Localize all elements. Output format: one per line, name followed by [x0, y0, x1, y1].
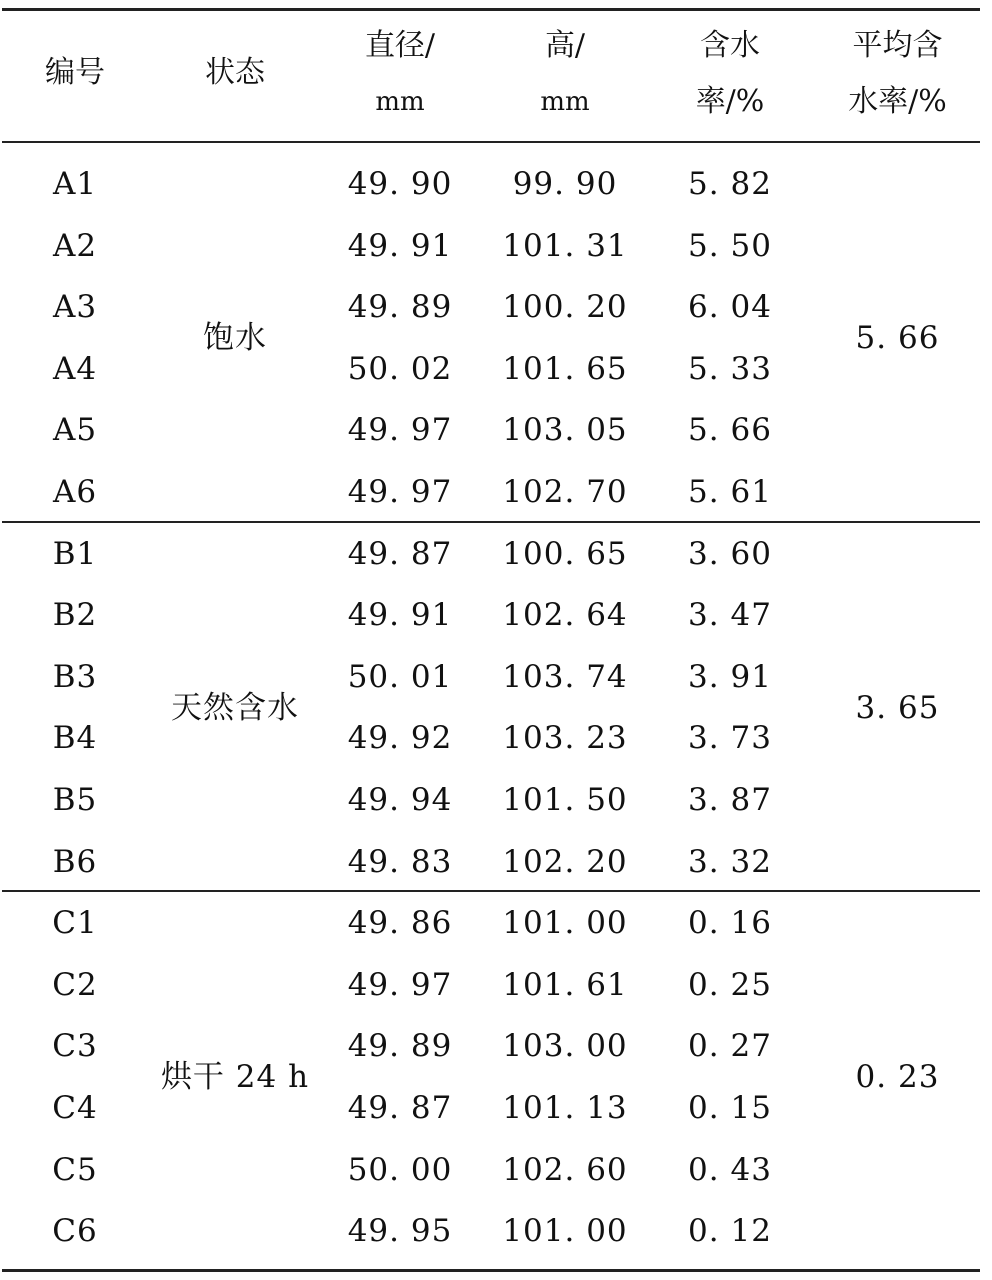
height-value: 101. 00	[502, 1213, 628, 1249]
header-state: 状态	[205, 55, 265, 90]
diameter-value: 49. 89	[347, 1028, 453, 1064]
table-top-rule	[2, 8, 980, 11]
height-value: 102. 20	[502, 844, 628, 880]
group-divider-1	[2, 521, 980, 523]
table-bottom-rule	[2, 1269, 980, 1272]
sample-id: C1	[52, 905, 98, 941]
height-value: 102. 70	[502, 474, 628, 510]
sample-id: C5	[52, 1152, 98, 1188]
water-content-value: 3. 91	[688, 659, 772, 695]
diameter-value: 50. 02	[347, 351, 453, 387]
water-content-value: 5. 61	[688, 474, 772, 510]
diameter-value: 49. 90	[347, 166, 453, 202]
diameter-value: 49. 97	[347, 474, 453, 510]
diameter-value: 50. 01	[347, 659, 453, 695]
sample-id: A3	[52, 289, 98, 325]
sample-id: C4	[52, 1090, 98, 1126]
height-value: 102. 60	[502, 1152, 628, 1188]
height-value: 100. 20	[502, 289, 628, 325]
water-content-value: 5. 33	[688, 351, 772, 387]
water-content-value: 0. 43	[688, 1152, 772, 1188]
water-content-value: 3. 60	[688, 536, 772, 572]
diameter-value: 49. 95	[347, 1213, 453, 1249]
diameter-value: 49. 91	[347, 228, 453, 264]
height-value: 99. 90	[512, 166, 618, 202]
height-value: 101. 31	[502, 228, 628, 264]
group-state: 天然含水	[171, 690, 299, 726]
water-content-value: 3. 73	[688, 720, 772, 756]
water-content-value: 0. 25	[688, 967, 772, 1003]
header-average-water-content	[815, 18, 980, 130]
height-value: 103. 23	[502, 720, 628, 756]
sample-id: B3	[52, 659, 98, 695]
water-content-value: 0. 12	[688, 1213, 772, 1249]
group-average-water-content: 0. 23	[855, 1059, 940, 1095]
header-avg-line2: 水率/%	[848, 84, 947, 119]
sample-id: A4	[52, 351, 98, 387]
water-content-value: 5. 82	[688, 166, 772, 202]
sample-id: B4	[52, 720, 98, 756]
height-value: 101. 13	[502, 1090, 628, 1126]
height-value: 100. 65	[502, 536, 628, 572]
sample-id: A1	[52, 166, 98, 202]
diameter-value: 49. 97	[347, 967, 453, 1003]
sample-id: A6	[52, 474, 98, 510]
group-average-water-content: 3. 65	[855, 690, 940, 726]
sample-id: B2	[52, 597, 98, 633]
height-value: 101. 61	[502, 967, 628, 1003]
header-height-unit: mm	[540, 87, 590, 117]
header-water-line2: 率/%	[695, 84, 765, 119]
sample-id: B1	[52, 536, 98, 572]
water-content-value: 3. 32	[688, 844, 772, 880]
diameter-value: 49. 94	[347, 782, 453, 818]
height-value: 101. 50	[502, 782, 628, 818]
height-value: 103. 74	[502, 659, 628, 695]
water-content-value: 0. 16	[688, 905, 772, 941]
header-height	[495, 18, 635, 130]
header-water-line1: 含水	[700, 28, 760, 63]
water-content-value: 3. 47	[688, 597, 772, 633]
header-diameter	[330, 18, 470, 130]
height-value: 101. 00	[502, 905, 628, 941]
sample-id: B5	[52, 782, 98, 818]
water-content-value: 3. 87	[688, 782, 772, 818]
group-state: 烘干 24 h	[160, 1059, 310, 1095]
diameter-value: 50. 00	[347, 1152, 453, 1188]
header-water-content	[660, 18, 800, 130]
header-id: 编号	[45, 55, 105, 90]
header-diameter-line1: 直径/	[364, 28, 436, 63]
diameter-value: 49. 87	[347, 536, 453, 572]
diameter-value: 49. 89	[347, 289, 453, 325]
height-value: 103. 00	[502, 1028, 628, 1064]
diameter-value: 49. 83	[347, 844, 453, 880]
height-value: 103. 05	[502, 412, 628, 448]
header-diameter-unit: mm	[375, 87, 425, 117]
diameter-value: 49. 97	[347, 412, 453, 448]
header-avg-line1: 平均含	[852, 28, 943, 63]
water-content-value: 6. 04	[688, 289, 772, 325]
diameter-value: 49. 87	[347, 1090, 453, 1126]
water-content-value: 5. 50	[688, 228, 772, 264]
diameter-value: 49. 92	[347, 720, 453, 756]
water-content-value: 0. 15	[688, 1090, 772, 1126]
diameter-value: 49. 91	[347, 597, 453, 633]
sample-id: A5	[52, 412, 98, 448]
sample-id: C2	[52, 967, 98, 1003]
header-rule	[2, 141, 980, 143]
water-content-value: 5. 66	[688, 412, 772, 448]
sample-id: A2	[52, 228, 98, 264]
diameter-value: 49. 86	[347, 905, 453, 941]
sample-id: C3	[52, 1028, 98, 1064]
sample-id: C6	[52, 1213, 98, 1249]
height-value: 102. 64	[502, 597, 628, 633]
group-average-water-content: 5. 66	[855, 320, 940, 356]
sample-id: B6	[52, 844, 98, 880]
header-height-line1: 高/	[544, 28, 586, 63]
height-value: 101. 65	[502, 351, 628, 387]
group-divider-2	[2, 890, 980, 892]
water-content-value: 0. 27	[688, 1028, 772, 1064]
group-state: 饱水	[203, 320, 267, 356]
